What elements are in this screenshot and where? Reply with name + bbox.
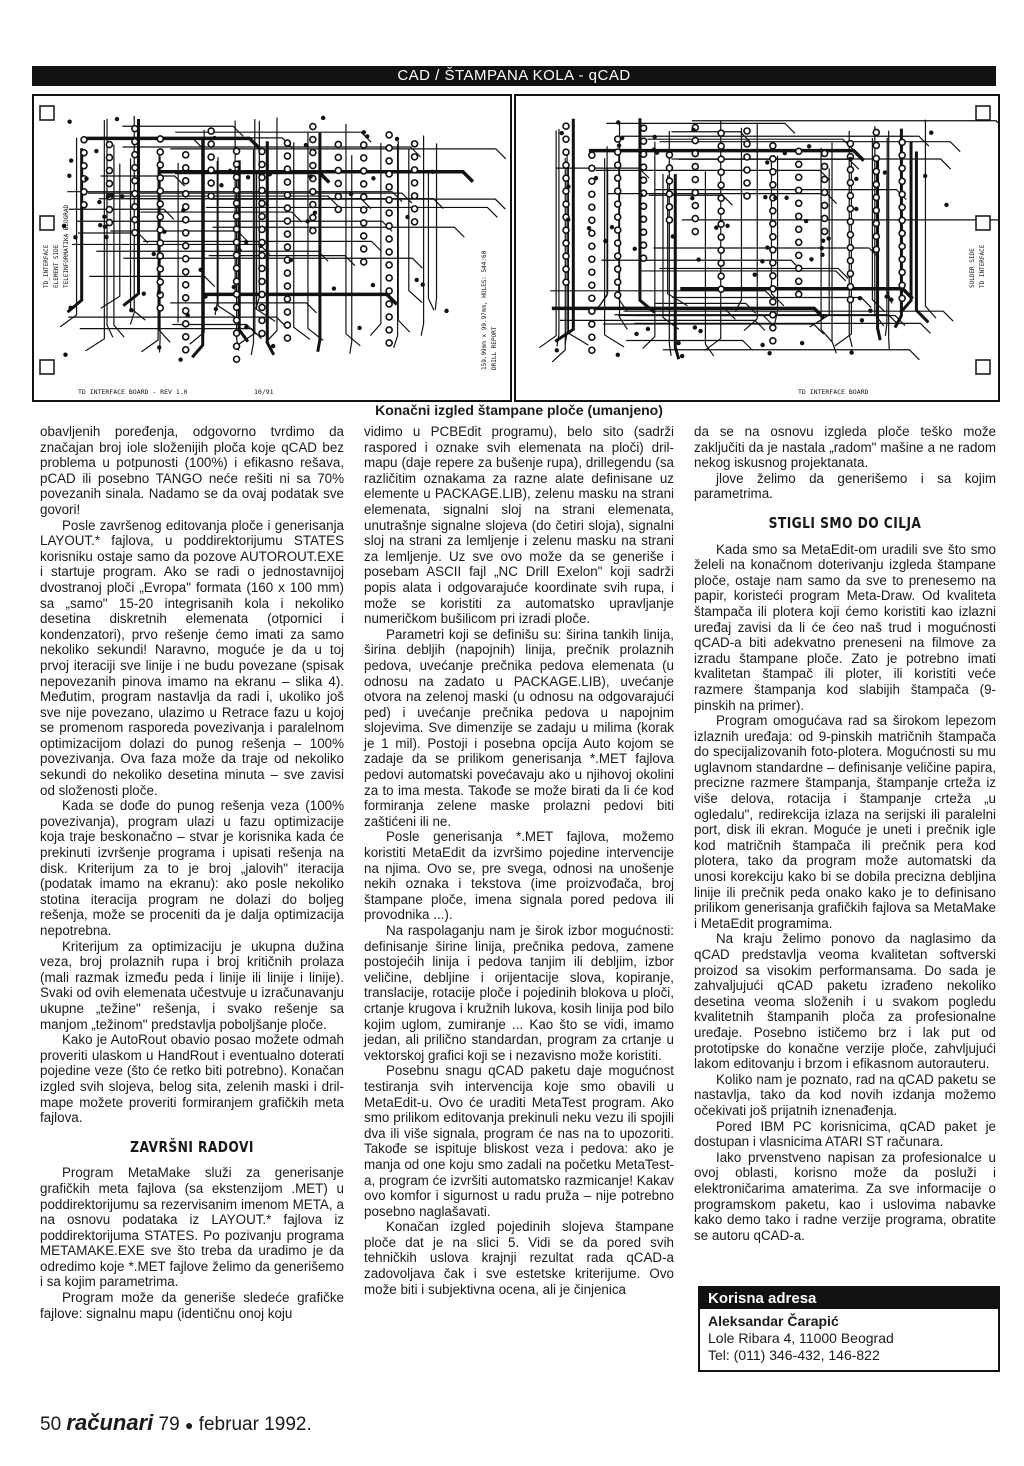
issue-date: februar 1992. (198, 1414, 312, 1435)
header-bar (32, 66, 996, 86)
section-title: CAD / ŠTAMPANA KOLA - qCAD (397, 67, 631, 84)
paragraph: Kriterijum za optimizaciju je ukupna dužina veza, broj prolaznih rupa i broj kritičnih prolaza (mali razmak između peda i linije ili linije i linije). Svaki od ovih elemenata učestvuje u izračunavanju ukupne „težine" rešenja, i svako rešenje sa manjom „težinom" predstavlja poboljšanje ploče. (40, 938, 344, 1032)
section-heading-stigli-smo-do-cilja: STIGLI SMO DO CILJA (768, 513, 922, 532)
board-footer-label: TD INTERFACE BOARD (798, 388, 869, 396)
paragraph: Kada smo sa MetaEdit-om uradili sve što smo želeli na konačnom doterivanju izgleda štampane ploče, ostaje nam samo da sve to prenesemo na papir, koristeći program Meta-Draw. Od kvaliteta štampača ili plotera koji ćemo koristiti kao izlazni uređaj zavisi da li će ćeo naš trud i mogućnosti qCAD-a biti adekvatno preneseni na filmove za izradu štampane ploče. Zato je potrebno imati kvalitetan štampač ili ploter, ili koristiti veće razmere štampanja kod slabijih štampača (9-pinskih na primer). (694, 541, 996, 713)
magazine-logo: računari (66, 1410, 154, 1435)
board-side-label: SOLDER SIDE (969, 248, 976, 288)
figure-caption: Konačni izgled štampane ploče (umanjeno) (375, 402, 663, 418)
board-side-label: TELEINFORMATIKA BEOGRAD (63, 204, 70, 288)
page-footer (40, 1410, 312, 1436)
article-column-1 (40, 424, 344, 1321)
paragraph: Program može da generiše sledeće grafičke fajlove: signalnu mapu (identičnu onoj koju (40, 1290, 344, 1321)
paragraph: obavljenih poređenja, odgovorno tvrdimo da značajan broj iole složenijih ploča koje qCAD bez problema u potpunosti (100%) i efikasno rešava, pCAD ili posebno TANGO neće rešiti ni sa 70% povezanih sinala. Nadamo se da ovaj podatak sve govori! (40, 424, 344, 517)
pcb-traces (539, 118, 998, 362)
contact-box (698, 1286, 1000, 1372)
paragraph: Posle generisanja *.MET fajlova, možemo koristiti MetaEdit da izvršimo pojedine intervencije na njima. Ovo se, pre svega, odnosi na unošenje nekih oznaka i tekstova (ime proizvođača, broj štampane ploče, imena signala pored pedova ili provodnika ...). (364, 829, 674, 923)
contact-box-title: Korisna adresa (700, 1288, 998, 1309)
board-footer-label: TD INTERFACE BOARD - REV 1.0 (78, 388, 188, 396)
pcb-layout-element-side (34, 96, 510, 400)
board-side-label: ELEMENT SIDE (53, 244, 60, 288)
issue-number: 79 (158, 1414, 180, 1435)
paragraph: Posebnu snagu qCAD paketu daje mogućnost testiranja svih intervencija koje smo obavili u MetaEdit-u. Ovo će uraditi MetaTest program. Ako smo prilikom editovanja prekinuli neku vezu ili spojili dva ili više signala, program će nas na to upozoriti. Takođe se ispituje bliskost veza i pedova: ako je manja od one koju smo zadali na početku MetaTest-a, program će izvršiti automatsko razmicanje! Kakav ovo komfor i sigurnost u radu pruža – nije potrebno posebno naglašavati. (364, 1063, 674, 1219)
paragraph: Na kraju želimo ponovo da naglasimo da qCAD predstavlja veoma kvalitetan softverski proizod sa visokim performansama. Do sada je zahvaljujući qCAD paketu izrađeno nekoliko desetina veoma složenih i u svakom pogledu kvalitetnih štampanih ploča za profesionalne uređaje. Posebno ističemo brz i lak put od prototipske do konačne verzije ploče, zahvljujući lakom editovanju i brzom i efikasnom autorauteru. (694, 931, 996, 1072)
paragraph: Parametri koji se definišu su: širina tankih linija, širina debljih (napojnih) linija, prečnik prolaznih pedova, uvećanje prečnika pedova elemenata (u odnosu na zadato u PACKAGE.LIB), uvećanje otvora na zelenoj maski (u odnosu na odgovarajući ped) i uvećanje prečnika pedova u napojnim slojevima. Sve dimenzije se zadaju u milima (korak je 1 mil). Postoji i posebna opcija Auto kojom se zadaje da se prilikom generisanja *.MET fajlova pedovi automatski povećavaju ako u njihovoj okolini za to ima mesta. Takođe se može birati da li će kod formiranja zelene maske prolazni pedovi biti zaštićeni ili ne. (364, 626, 674, 829)
pcb-pads (555, 120, 949, 358)
paragraph: Na raspolaganju nam je širok izbor mogućnosti: definisanje širine linija, prečnika pedova, zamene postojećih linija i pedova tanjim ili debljim, izbor veličine, debljine i orijentacije slova, kopiranje, translacije, rotacije ploče i pojedinih blokova u ploči, crtanje krugova i kružnih lukova, kosih linija pod bilo kojim uglom, zumiranje ... Kao što se vidi, imamo jedan, ali prilično standardan, program za crtanje u vektorskoj grafici koji se i nezavisno može koristiti. (364, 923, 674, 1063)
paragraph: da se na osnovu izgleda ploče teško može zaključiti da je nastala „radom" mašine a ne radom nekog iskusnog projektanata. (694, 424, 996, 471)
board-drill-label: DRILL REPORT (491, 326, 498, 370)
paragraph: jlove želimo da generišemo i sa kojim parametrima. (694, 470, 996, 502)
pcb-board-right (514, 94, 1000, 402)
paragraph: Kada se dođe do punog rešenja veza (100% povezivanja), program ulazi u fazu optimizacije koja traje beskonačno – stvar je korisnika kada će prekinuti izvršenje programa i upisati rešenja na disk. Kriterijum za to je broj „jalovih" iteracija (podatak imamo na ekranu): ako posle nekoliko stotina iteracija program ne dolazi do boljeg rešenja, može se proceniti da je dalja optimizacija nepotrebna. (40, 798, 344, 938)
contact-name: Aleksandar Čarapić (708, 1313, 839, 1329)
article-column-2 (364, 424, 674, 1297)
board-drill-label: 159.99mm x 99.97mm, HOLES: 544:60 (481, 250, 488, 370)
pcb-traces (60, 116, 506, 357)
paragraph: Koliko nam je poznato, rad na qCAD paketu se nastavlja, tako da kod novih izdanja možemo očekivati još prijatnih iznenađenja. (694, 1071, 996, 1118)
paragraph: Pored IBM PC korisnicima, qCAD paket je dostupan i vlasnicima ATARI ST računara. (694, 1118, 996, 1150)
paragraph: Kako je AutoRout obavio posao možete odmah proveriti ulaskom u HandRout i eventualno doterati pojedine veze (što će retko biti potrebno). Konačan izgled svih slojeva, belog sita, zelenih maski i dril-mape možete proveriti formiranjem grafičkih meta fajlova. (40, 1032, 344, 1126)
contact-phone: Tel: (011) 346-432, 146-822 (708, 1347, 880, 1363)
paragraph: Konačan izgled pojedinih slojeva štampane ploče dat je na slici 5. Vidi se da pored svih tehničkih uslova krajnji rezultat rada qCAD-a zadovoljava čak i sve estetske kriterijume. Ovo može biti i subjektivna ocena, ali je činjenica (364, 1219, 674, 1297)
paragraph: vidimo u PCBEdit programu), belo sito (sadrži raspored i oznake svih elemenata na ploči) dril-mapu (daje repere za bušenje rupa), drillegendu (sa različitim oznakama za razne alate definisane uz elemente u PACKAGE.LIB), zelenu masku na strani elemenata, signalni sloj na strani elemenata, unutrašnje signalne slojeva (do četiri sloja), signalni sloj na strani za lemljenje i zelenu masku na strani za lemljenje. Uz sve ovo može da se generiše i posebam ASCII fajl „NC Drill Exelon" koji sadrži popis alata i odgovarajuće koordinate svih rupa, i može se koristiti za automatsko upravljanje numeričkom bušilicom pri izradi ploče. (364, 424, 674, 627)
section-heading-zavrsni-radovi: ZAVRŠNI RADOVI (130, 1137, 254, 1156)
board-date-label: 10/91 (254, 388, 274, 396)
board-side-label: TD INTERFACE (979, 244, 986, 288)
pcb-layout-solder-side (516, 96, 998, 400)
bullet-separator: ● (184, 1417, 194, 1433)
paragraph: Program MetaMake služi za generisanje grafičkih meta fajlova (sa ekstenzijom .MET) u poddirektorijumu sa rezervisanim imenom META, a na osnovu podataka iz LAYOUT.* fajlova iz poddirektorijuma STATES. Po pozivanju programa METAMAKE.EXE sve što treba da uradimo je da odredimo koje *.MET fajlove želimo da generišemo i sa kojim parametrima. (40, 1165, 344, 1290)
paragraph: Posle završenog editovanja ploče i generisanja LAYOUT.* fajlova, u poddirektorijumu STATES korisniku ostaje samo da pozove AUTOROUT.EXE i startuje program. Ako se radi o jednostavnijoj dvostranoj ploči „Evropa" formata (160 x 100 mm) sa „samo" 15-20 integrisanih kola i nekoliko desetina diskretnih elemenata (otpornici i kondenzatori), prvo rešenje ćemo imati za samo nekoliko sekundi! Naravno, moguće je da u toj prvoj iteraciji sve linije i ne budu povezane (spisak nepovezanih pinova imamo na ekranu – slika 4). Međutim, program nastavlja da radi i, ukoliko još sve nije povezano, ulazimo u Retrace fazu u kojoj se promenom rasporeda povezivanja i paralelnom optimizacijom dolazi do punog rešenja – 100% povezivanja. Ova faza može da traje od nekoliko sekundi do nekoliko desetina minuta – sve zavisi od složenosti ploče. (40, 517, 344, 798)
board-side-label: TD_INTERFACE (43, 244, 50, 288)
pcb-board-left (32, 94, 512, 402)
article-column-3 (694, 424, 996, 1243)
paragraph: Program omogućava rad sa širokom lepezom izlaznih uređaja: od 9-pinskih matričnih štampača do specijalizovanih foto-plotera. Mogućnosti su mu uglavnom standardne – definisanje veličine papira, precizne razmere štampanja, štampanje crteža iz više delova, rotacija i štampanje crteža „u ogledalu", redirekcija izlaza na serijski ili paralelni port, disk ili ekran. Moguće je uneti i prečnik igle kod matričnih štampača ili prečnik pera kod plotera, tako da program može automatski da unosi korekciju kako bi se dobila precizna debljina linije ili prečnik peda onako kako je to definisano prilikom generisanja grafičkih fajlova sa MetaMake i MetaEdit programima. (694, 713, 996, 931)
contact-address: Lole Ribara 4, 11000 Beograd (708, 1330, 894, 1346)
page-number: 50 (40, 1414, 62, 1435)
paragraph: Iako prvenstveno napisan za profesionalce u ovoj oblasti, korisno može da posluži i elektroničarima amaterima. Za sve informacije o programskom paketu, kao i uslovima nabavke kako demo tako i radne verzije programa, obratite se autoru qCAD-a. (694, 1149, 996, 1243)
